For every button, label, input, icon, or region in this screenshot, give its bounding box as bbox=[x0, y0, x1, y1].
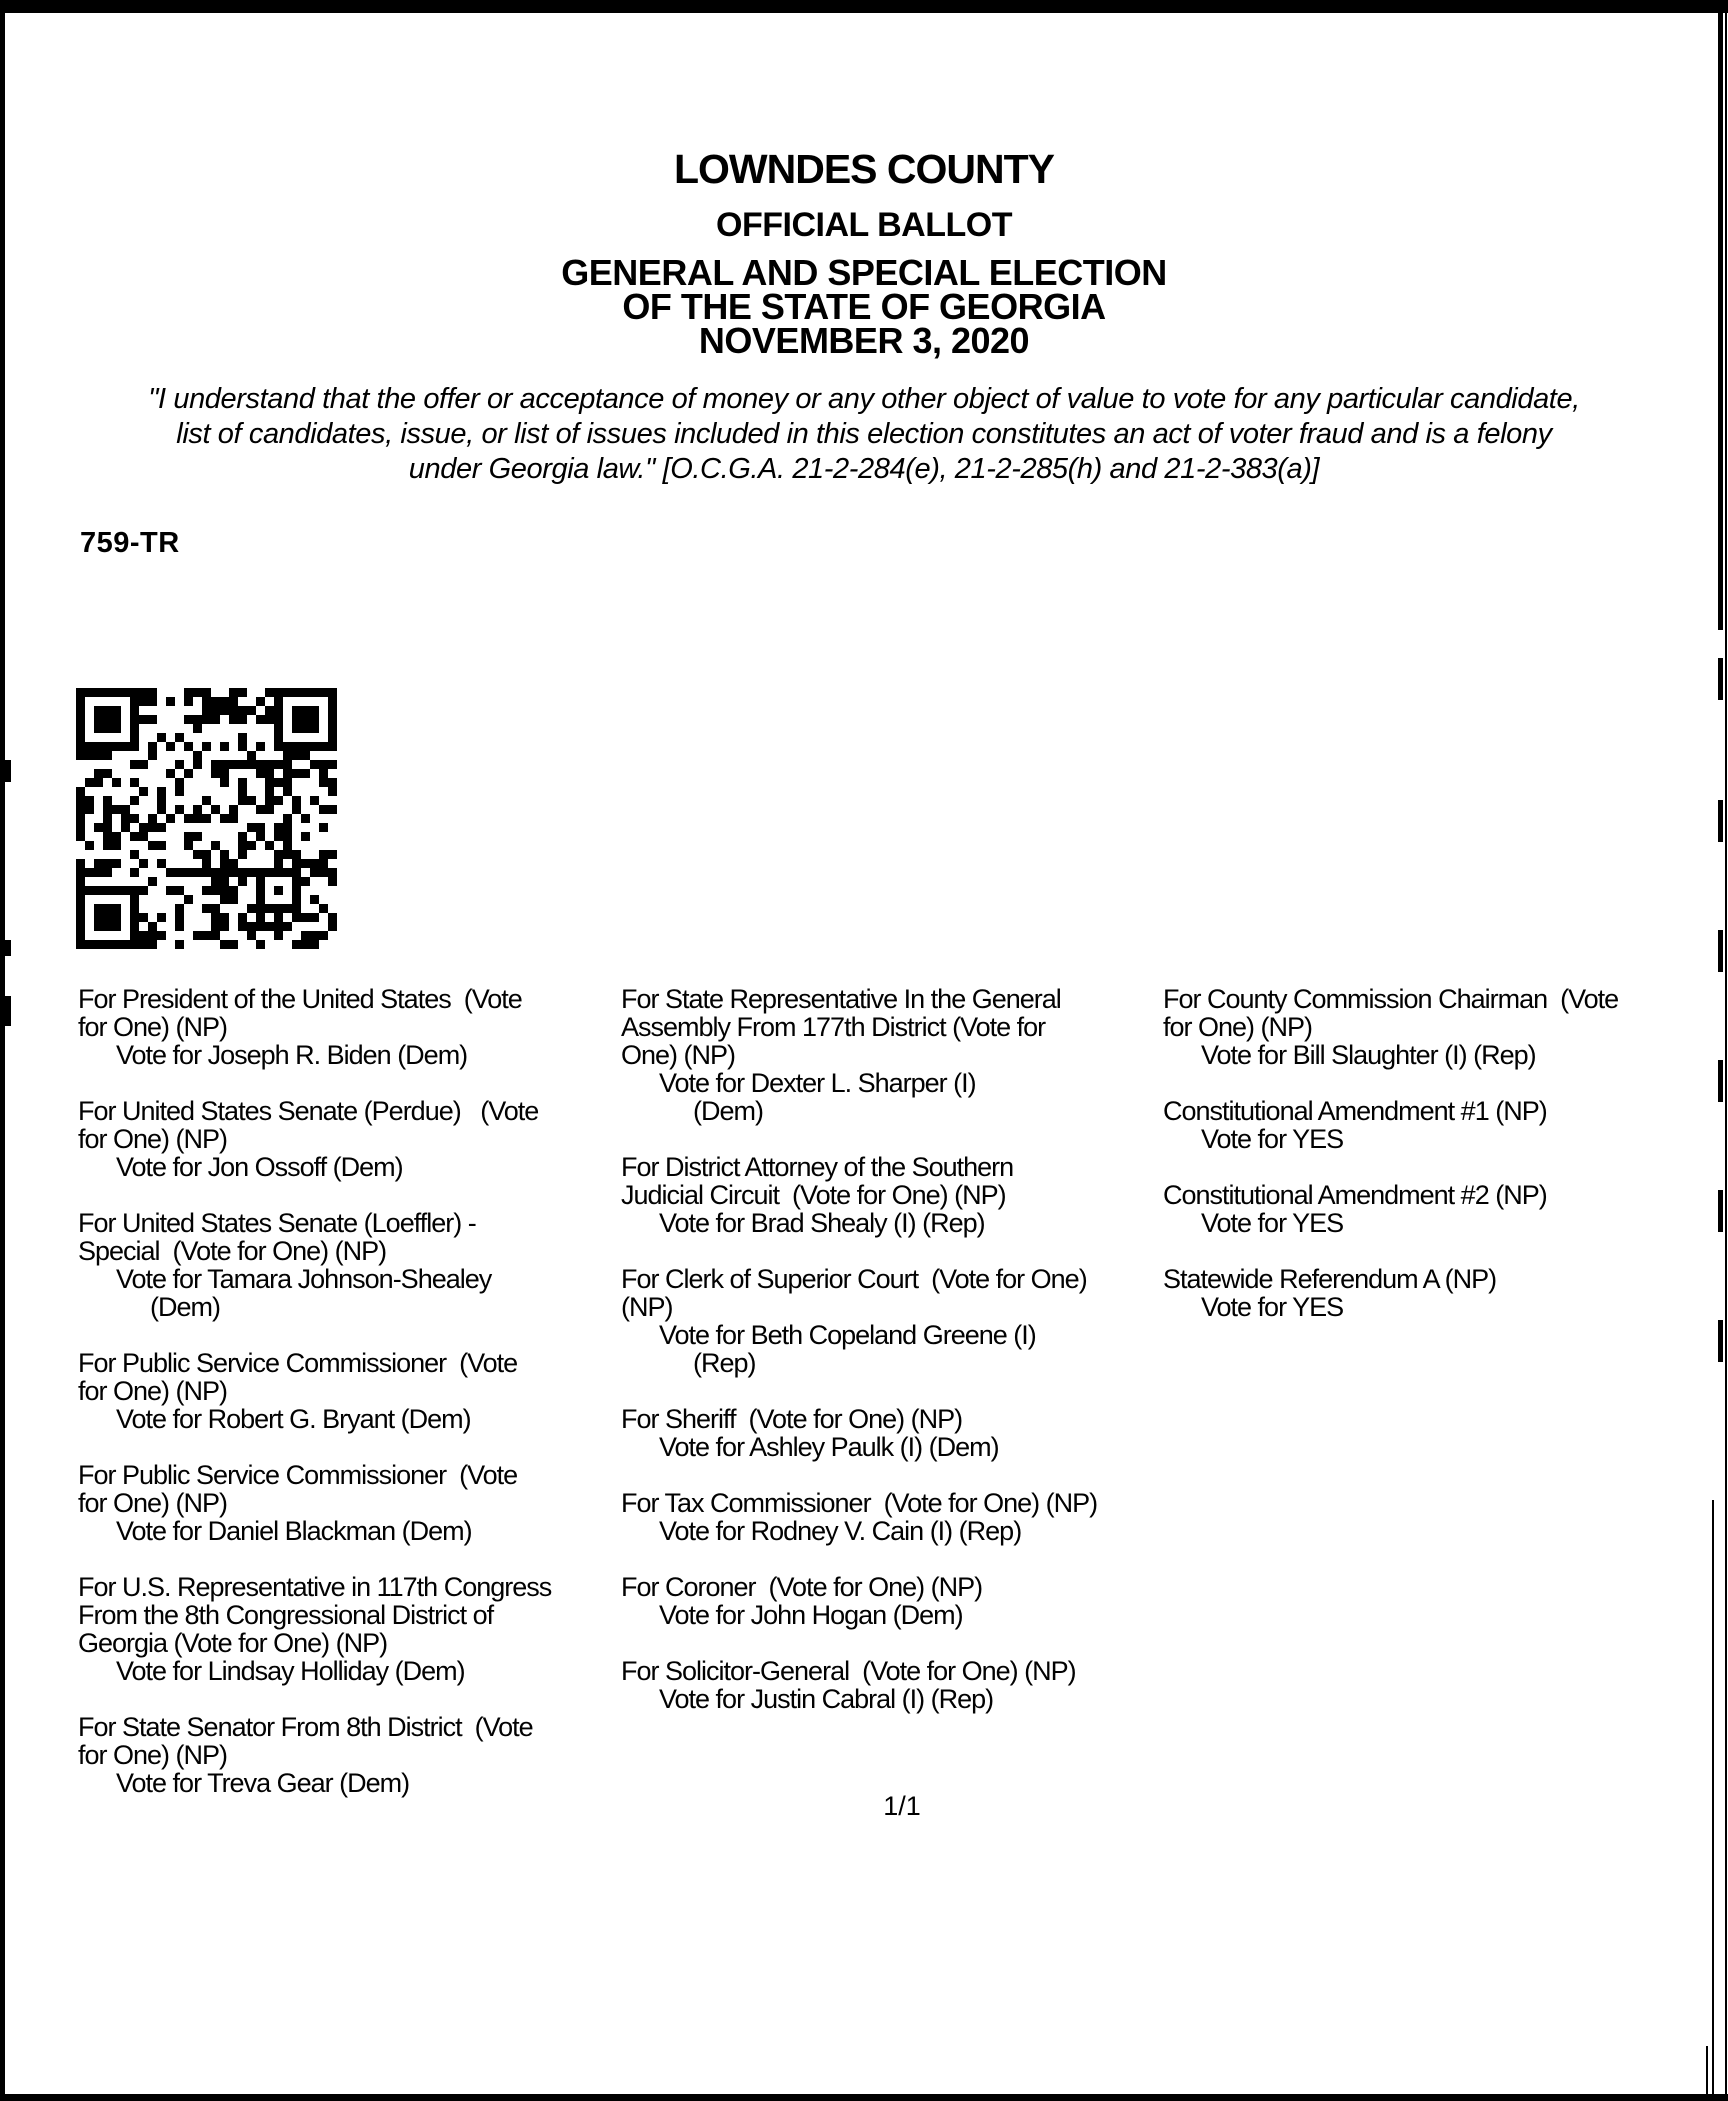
contest-title-line: (NP) bbox=[621, 1292, 673, 1322]
contest-title-line: For State Representative In the General bbox=[621, 984, 1061, 1014]
scan-artifact-top-bar bbox=[0, 0, 1728, 13]
vote-for-line: (Rep) bbox=[693, 1348, 756, 1378]
vote-for-line: Vote for Rodney V. Cain (I) (Rep) bbox=[659, 1516, 1022, 1546]
vote-for-line: Vote for Treva Gear (Dem) bbox=[116, 1768, 410, 1798]
contest-title-line: For President of the United States (Vote bbox=[78, 984, 522, 1014]
contest bbox=[621, 1657, 1171, 1713]
fraud-notice-line: "I understand that the offer or acceptance of money or any other object of value to vote for any particular candidate, bbox=[148, 383, 1580, 415]
vote-for-line: Vote for Bill Slaughter (I) (Rep) bbox=[1201, 1040, 1536, 1070]
election-title bbox=[0, 252, 1728, 361]
contest-title-line: For County Commission Chairman (Vote bbox=[1163, 984, 1619, 1014]
vote-for-line: Vote for Beth Copeland Greene (I) bbox=[659, 1320, 1036, 1350]
vote-for-line: Vote for Tamara Johnson-Shealey bbox=[116, 1264, 492, 1294]
contest-title-line: Constitutional Amendment #2 (NP) bbox=[1163, 1180, 1547, 1210]
contest-title-line: Judicial Circuit (Vote for One) (NP) bbox=[621, 1180, 1006, 1210]
contest bbox=[78, 1713, 590, 1797]
vote-for-line: (Dem) bbox=[150, 1292, 220, 1322]
contest-title-line: Special (Vote for One) (NP) bbox=[78, 1236, 387, 1266]
ballot-column-1 bbox=[78, 985, 590, 1825]
page-number: 1/1 bbox=[883, 1791, 921, 1821]
contest bbox=[78, 1097, 590, 1181]
contest-title-line: for One) (NP) bbox=[78, 1740, 228, 1770]
scan-artifact-left-notch bbox=[5, 996, 11, 1026]
fraud-notice-line: list of candidates, issue, or list of issues included in this election constitutes an act of voter fraud and is a felony bbox=[176, 418, 1552, 450]
contest bbox=[621, 985, 1171, 1125]
vote-for-line: Vote for Brad Shealy (I) (Rep) bbox=[659, 1208, 985, 1238]
contest bbox=[78, 1461, 590, 1545]
fraud-notice bbox=[0, 382, 1728, 487]
vote-for-line: Vote for Robert G. Bryant (Dem) bbox=[116, 1404, 471, 1434]
contest-title-line: Assembly From 177th District (Vote for bbox=[621, 1012, 1046, 1042]
scan-artifact-right-dash bbox=[1718, 930, 1723, 972]
vote-for-line: Vote for Jon Ossoff (Dem) bbox=[116, 1152, 403, 1182]
contest-title-line: For Solicitor-General (Vote for One) (NP) bbox=[621, 1656, 1076, 1686]
election-title-line: GENERAL AND SPECIAL ELECTION bbox=[561, 252, 1167, 293]
scan-artifact-left-notch bbox=[5, 940, 11, 956]
contest-title-line: for One) (NP) bbox=[1163, 1012, 1313, 1042]
vote-for-line: Vote for Joseph R. Biden (Dem) bbox=[116, 1040, 468, 1070]
contest-title-line: For United States Senate (Loeffler) - bbox=[78, 1208, 476, 1238]
contest-title-line: For Public Service Commissioner (Vote bbox=[78, 1348, 518, 1378]
contest bbox=[78, 1209, 590, 1321]
contest-title-line: for One) (NP) bbox=[78, 1012, 228, 1042]
contest-title-line: One) (NP) bbox=[621, 1040, 736, 1070]
contest bbox=[621, 1573, 1171, 1629]
contest-title-line: For Tax Commissioner (Vote for One) (NP) bbox=[621, 1488, 1098, 1518]
vote-for-line: Vote for Lindsay Holliday (Dem) bbox=[116, 1656, 465, 1686]
contest bbox=[621, 1489, 1171, 1545]
vote-for-line: Vote for YES bbox=[1201, 1292, 1344, 1322]
contest-title-line: for One) (NP) bbox=[78, 1124, 228, 1154]
contest-title-line: For Sheriff (Vote for One) (NP) bbox=[621, 1404, 963, 1434]
contest bbox=[78, 1349, 590, 1433]
contest-title-line: for One) (NP) bbox=[78, 1376, 228, 1406]
fraud-notice-line: under Georgia law." [O.C.G.A. 21-2-284(e), 21-2-285(h) and 21-2-383(a)] bbox=[408, 453, 1320, 485]
vote-for-line: Vote for John Hogan (Dem) bbox=[659, 1600, 963, 1630]
scan-artifact-right-dash bbox=[1718, 1060, 1723, 1102]
qr-code bbox=[76, 688, 337, 949]
vote-for-line: Vote for YES bbox=[1201, 1208, 1344, 1238]
contest bbox=[1163, 985, 1715, 1069]
election-title-line: OF THE STATE OF GEORGIA bbox=[622, 286, 1106, 327]
contest-title-line: From the 8th Congressional District of bbox=[78, 1600, 494, 1630]
vote-for-line: (Dem) bbox=[693, 1096, 763, 1126]
vote-for-line: Vote for YES bbox=[1201, 1124, 1344, 1154]
scan-artifact-right-inner bbox=[1706, 2046, 1708, 2101]
contest-title-line: For United States Senate (Perdue) (Vote bbox=[78, 1096, 539, 1126]
election-title-line: NOVEMBER 3, 2020 bbox=[698, 320, 1030, 361]
vote-for-line: Vote for Daniel Blackman (Dem) bbox=[116, 1516, 472, 1546]
scan-artifact-right-dash bbox=[1718, 1190, 1723, 1232]
ballot-type-title: OFFICIAL BALLOT bbox=[716, 206, 1012, 244]
contest-title-line: Georgia (Vote for One) (NP) bbox=[78, 1628, 388, 1658]
ballot-style-code: 759-TR bbox=[80, 527, 180, 559]
contest bbox=[621, 1153, 1171, 1237]
vote-for-line: Vote for Ashley Paulk (I) (Dem) bbox=[659, 1432, 999, 1462]
contest bbox=[621, 1405, 1171, 1461]
contest-title-line: For U.S. Representative in 117th Congress bbox=[78, 1572, 552, 1602]
scan-artifact-bottom-bar bbox=[0, 2094, 1728, 2101]
contest bbox=[78, 1573, 590, 1685]
county-title: LOWNDES COUNTY bbox=[673, 146, 1055, 192]
contest-title-line: For State Senator From 8th District (Vote bbox=[78, 1712, 533, 1742]
contest bbox=[78, 985, 590, 1069]
vote-for-line: Vote for Justin Cabral (I) (Rep) bbox=[659, 1684, 994, 1714]
contest-title-line: Statewide Referendum A (NP) bbox=[1163, 1264, 1497, 1294]
ballot-column-3 bbox=[1163, 985, 1715, 1349]
contest-title-line: For Public Service Commissioner (Vote bbox=[78, 1460, 518, 1490]
contest bbox=[1163, 1265, 1715, 1321]
contest-title-line: for One) (NP) bbox=[78, 1488, 228, 1518]
scan-artifact-right-dash bbox=[1718, 1320, 1723, 1362]
scan-artifact-right-dash bbox=[1718, 658, 1723, 700]
contest bbox=[1163, 1097, 1715, 1153]
contest bbox=[1163, 1181, 1715, 1237]
scan-artifact-left-notch bbox=[5, 760, 11, 782]
contest-title-line: For Clerk of Superior Court (Vote for One) bbox=[621, 1264, 1087, 1294]
vote-for-line: Vote for Dexter L. Sharper (I) bbox=[659, 1068, 976, 1098]
contest bbox=[621, 1265, 1171, 1377]
contest-title-line: For District Attorney of the Southern bbox=[621, 1152, 1014, 1182]
contest-title-line: Constitutional Amendment #1 (NP) bbox=[1163, 1096, 1547, 1126]
contest-title-line: For Coroner (Vote for One) (NP) bbox=[621, 1572, 983, 1602]
scan-artifact-right-dash bbox=[1718, 800, 1723, 842]
ballot-column-2 bbox=[621, 985, 1171, 1741]
